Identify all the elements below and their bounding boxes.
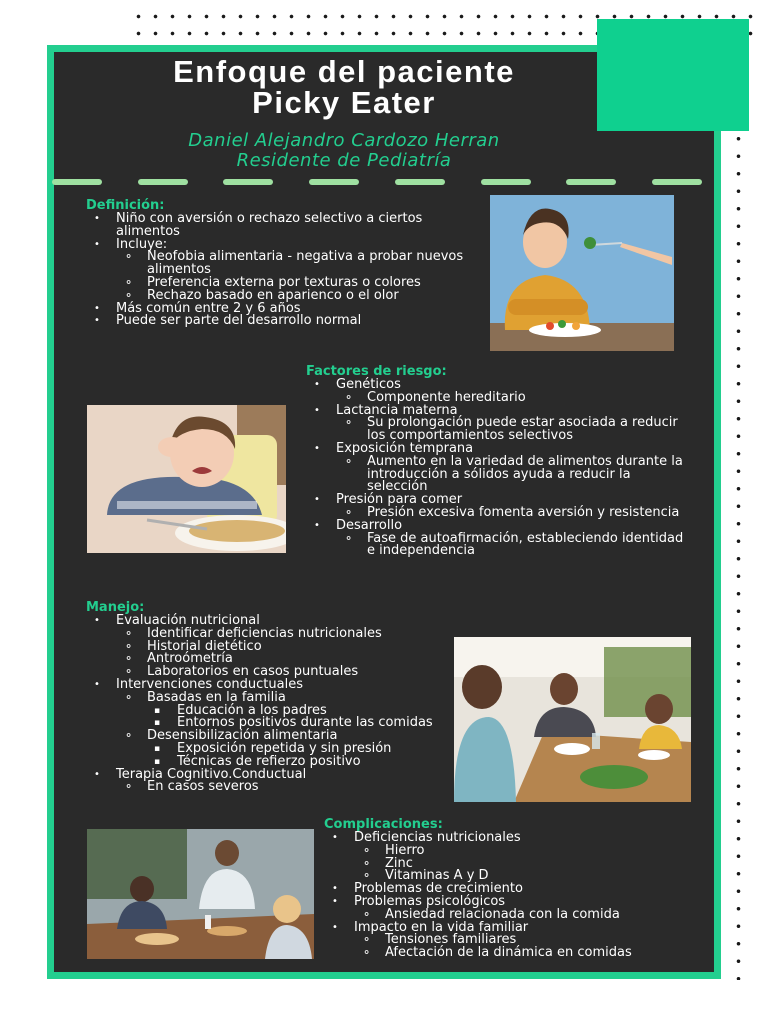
photo-boy-refusing-food <box>490 195 674 351</box>
photo-illustration <box>490 195 674 351</box>
list-item: ⚬ Basadas en la familia <box>86 692 466 705</box>
poster-title <box>54 56 634 118</box>
list-item: • Lactancia materna <box>306 405 686 418</box>
divider-dash <box>309 179 359 185</box>
complicaciones-list <box>324 832 704 960</box>
definicion-list <box>86 213 486 328</box>
list-item: ⚬ Neofobia alimentaria - negativa a probar nuevos alimentos <box>86 251 486 277</box>
photo-illustration <box>454 637 691 802</box>
divider-dash <box>138 179 188 185</box>
list-item: • Exposición temprana <box>306 443 686 456</box>
list-item: • Niño con aversión o rechazo selectivo a ciertos alimentos <box>86 213 486 239</box>
section-complicaciones <box>324 818 704 960</box>
section-factores <box>306 365 686 558</box>
section-heading: Definición: <box>86 198 165 213</box>
factores-list <box>306 379 686 558</box>
list-item: ⚬ Zinc <box>324 858 704 871</box>
photo-illustration <box>87 829 314 959</box>
list-item: • Impacto en la vida familiar <box>324 922 704 935</box>
list-item: • Presión para comer <box>306 494 686 507</box>
author-role: Residente de Pediatría <box>236 150 452 171</box>
list-item: • Deficiencias nutricionales <box>324 832 704 845</box>
right-dot-pattern <box>730 130 750 980</box>
section-heading: Factores de riesgo: <box>306 364 447 379</box>
list-item: ⚬ Tensiones familiares <box>324 934 704 947</box>
list-item: • Desarrollo <box>306 520 686 533</box>
title-line-2: Picky Eater <box>252 85 436 120</box>
photo-family-tension <box>87 829 314 959</box>
photo-illustration <box>87 405 286 553</box>
list-item: ⚬ Afectación de la dinámica en comidas <box>324 947 704 960</box>
title-line-1: Enfoque del paciente <box>173 54 515 89</box>
list-item: • Problemas psicológicos <box>324 896 704 909</box>
list-item: • Incluye: <box>86 239 486 252</box>
photo-crying-child <box>87 405 286 553</box>
list-item: ⚬ Antroómetría <box>86 653 466 666</box>
section-manejo <box>86 601 466 794</box>
list-item: • Problemas de crecimiento <box>324 883 704 896</box>
list-item: • Intervenciones conductuales <box>86 679 466 692</box>
list-item: ⚬ En casos severos <box>86 781 466 794</box>
list-item: • Genéticos <box>306 379 686 392</box>
divider-dash <box>395 179 445 185</box>
divider-dash <box>223 179 273 185</box>
list-item: ⚬ Historial dietético <box>86 641 466 654</box>
list-item: ⚬ Presión excesiva fomenta aversión y resistencia <box>306 507 686 520</box>
list-item: • Más común entre 2 y 6 años <box>86 303 486 316</box>
list-item: ⚬ Vitaminas A y D <box>324 870 704 883</box>
list-item: ⚬ Aumento en la variedad de alimentos durante la introducción a sólidos ayuda a reducir la selección <box>306 456 686 494</box>
divider-dash <box>481 179 531 185</box>
list-item: ▪ Entornos positivos durante las comidas <box>86 717 466 730</box>
list-item: ⚬ Preferencia externa por texturas o colores <box>86 277 486 290</box>
list-item: ⚬ Fase de autoafirmación, estableciendo identidad e independencia <box>306 533 686 559</box>
divider-dash <box>566 179 616 185</box>
list-item: ⚬ Desensibilización alimentaria <box>86 730 466 743</box>
list-item: ⚬ Su prolongación puede estar asociada a reducir los comportamientos selectivos <box>306 417 686 443</box>
section-heading: Manejo: <box>86 600 145 615</box>
photo-family-dinner <box>454 637 691 802</box>
list-item: ⚬ Ansiedad relacionada con la comida <box>324 909 704 922</box>
list-item: ▪ Técnicas de refierzo positivo <box>86 756 466 769</box>
list-item: ▪ Educación a los padres <box>86 705 466 718</box>
divider-dash <box>52 179 102 185</box>
section-definicion <box>86 199 486 328</box>
author-name: Daniel Alejandro Cardozo Herran <box>188 130 500 151</box>
manejo-list <box>86 615 466 794</box>
dashed-divider <box>52 179 702 185</box>
list-item: ⚬ Rechazo basado en aparienco o el olor <box>86 290 486 303</box>
list-item: ▪ Exposición repetida y sin presión <box>86 743 466 756</box>
section-heading: Complicaciones: <box>324 817 443 832</box>
list-item: ⚬ Identificar deficiencias nutricionales <box>86 628 466 641</box>
list-item: • Terapia Cognitivo.Conductual <box>86 769 466 782</box>
list-item: • Evaluación nutricional <box>86 615 466 628</box>
author-block <box>54 131 634 171</box>
divider-dash <box>652 179 702 185</box>
list-item: ⚬ Laboratorios en casos puntuales <box>86 666 466 679</box>
list-item: ⚬ Componente hereditario <box>306 392 686 405</box>
list-item: • Puede ser parte del desarrollo normal <box>86 315 486 328</box>
list-item: ⚬ Hierro <box>324 845 704 858</box>
